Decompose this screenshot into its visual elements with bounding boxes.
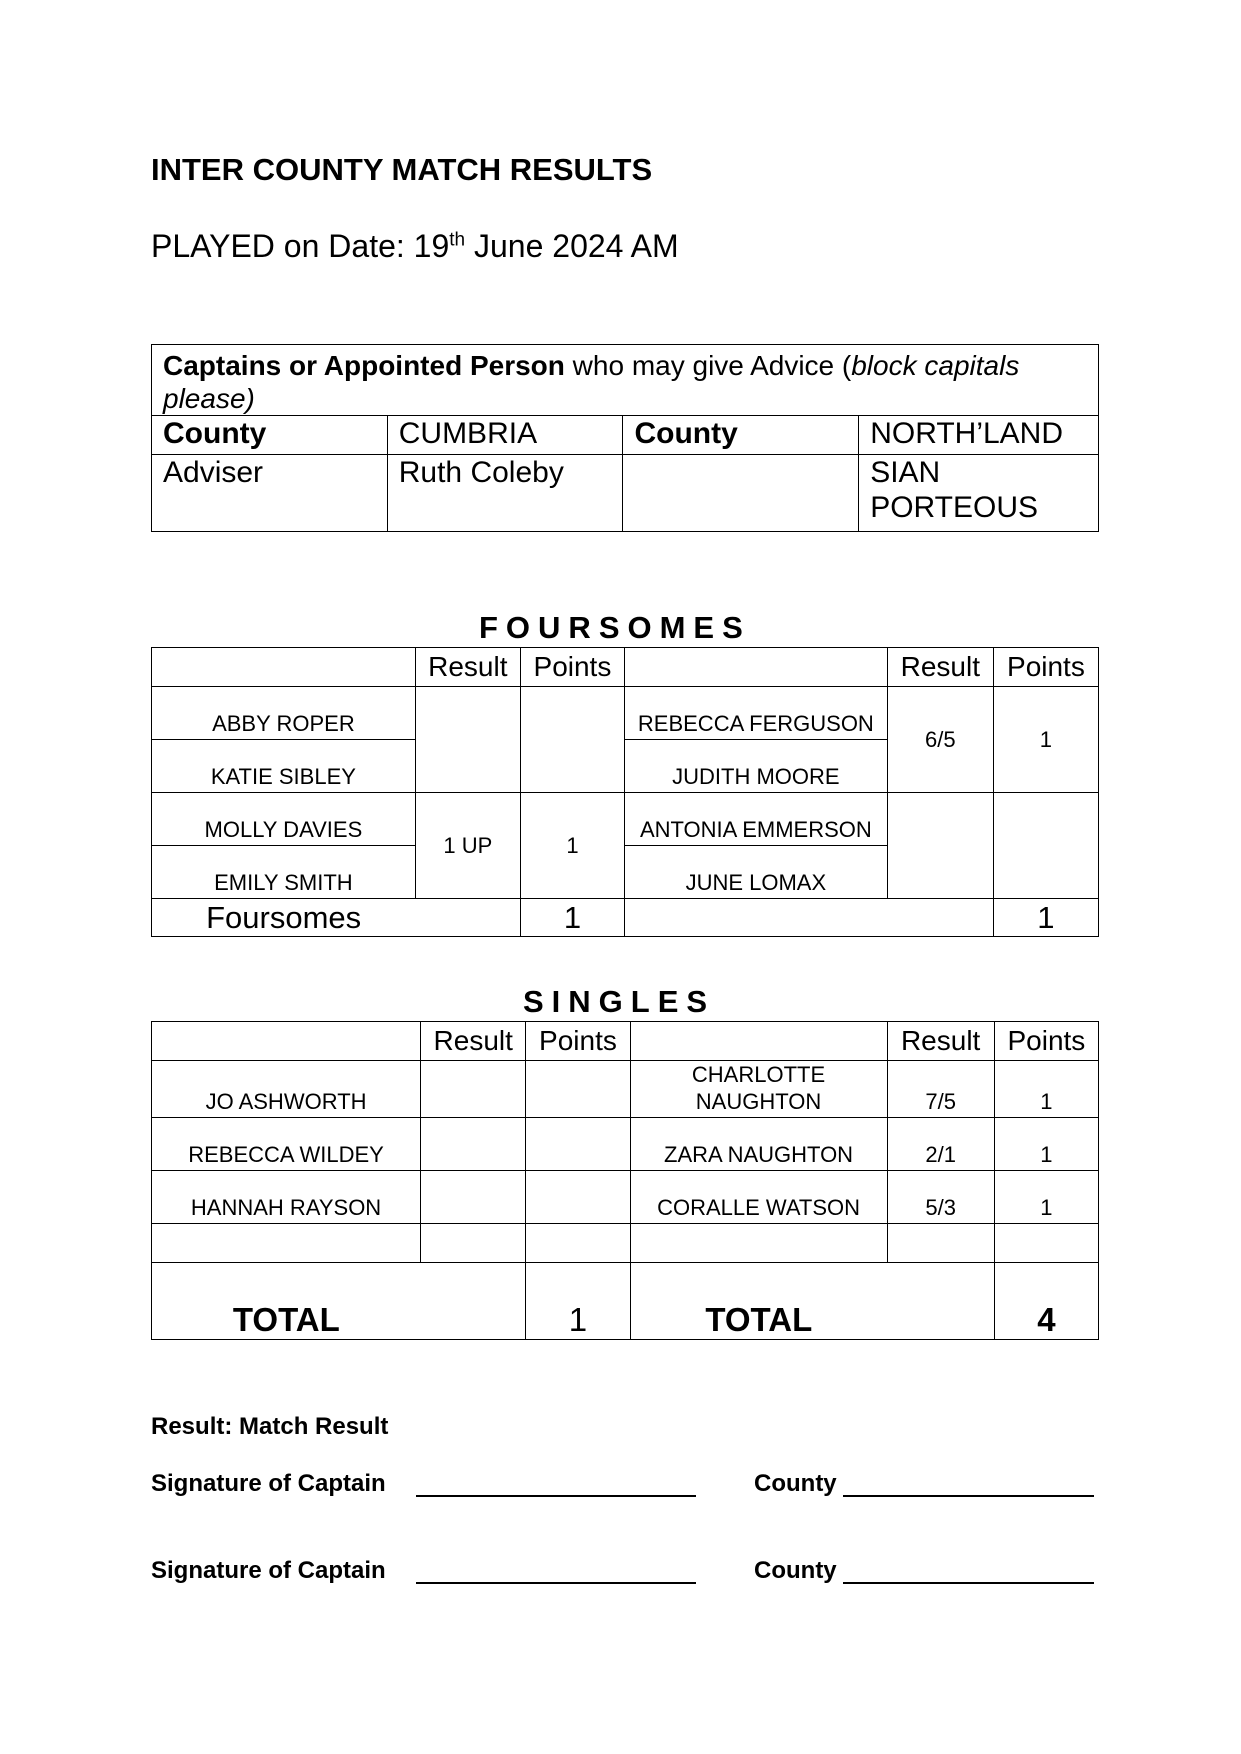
- header-points: Points: [526, 1022, 630, 1061]
- player-name: HANNAH RAYSON: [152, 1171, 421, 1224]
- table-row-empty: [152, 1224, 1099, 1263]
- table-row: [152, 1171, 1099, 1224]
- player-name: CORALLE WATSON: [630, 1171, 887, 1224]
- total-value-left: 1: [526, 1263, 630, 1340]
- player-name: CHARLOTTE NAUGHTON: [630, 1061, 887, 1118]
- player-name: JUNE LOMAX: [624, 846, 887, 899]
- header-result: Result: [415, 648, 520, 687]
- result-cell: 2/1: [887, 1118, 994, 1171]
- county-label-2: County: [754, 1557, 837, 1584]
- county-line-1[interactable]: [843, 1475, 1094, 1497]
- signature-line-1[interactable]: [416, 1475, 696, 1497]
- header-result: Result: [887, 648, 993, 687]
- header-blank: [624, 648, 887, 687]
- foursomes-table: [151, 647, 1099, 937]
- total-label-left: TOTAL: [152, 1263, 421, 1340]
- points-cell: [526, 1118, 630, 1171]
- empty-cell: [415, 899, 520, 937]
- points-cell: [993, 793, 1098, 899]
- points-cell: [520, 687, 624, 793]
- points-cell: 1: [994, 1061, 1098, 1118]
- player-name: JO ASHWORTH: [152, 1061, 421, 1118]
- empty-cell: [526, 1224, 630, 1263]
- adviser-value-1: Ruth Coleby: [387, 455, 623, 532]
- empty-cell: [421, 1224, 526, 1263]
- result-cell: [415, 687, 520, 793]
- header-points: Points: [520, 648, 624, 687]
- signature-label-2: Signature of Captain: [151, 1557, 386, 1584]
- county-label-2: County: [623, 416, 859, 455]
- county-label-1: County: [152, 416, 388, 455]
- adviser-value-2: SIAN PORTEOUS: [859, 455, 1099, 532]
- singles-table: [151, 1021, 1099, 1340]
- player-name: JUDITH MOORE: [624, 740, 887, 793]
- adviser-label: Adviser: [152, 455, 388, 532]
- total-label-right: TOTAL: [630, 1263, 887, 1340]
- foursomes-title: FOURSOMES: [479, 610, 751, 645]
- foursomes-total-left: 1: [520, 899, 624, 937]
- singles-header-row: [152, 1022, 1099, 1061]
- header-blank: [152, 648, 416, 687]
- foursomes-header-row: [152, 648, 1099, 687]
- page-title: INTER COUNTY MATCH RESULTS: [151, 152, 653, 187]
- header-result: Result: [887, 1022, 994, 1061]
- header-blank: [152, 1022, 421, 1061]
- points-cell: [526, 1171, 630, 1224]
- foursomes-total-row: [152, 899, 1099, 937]
- played-date: [151, 228, 679, 265]
- signature-line-2[interactable]: [416, 1562, 696, 1584]
- played-date-prefix: PLAYED on Date: 19: [151, 228, 450, 264]
- result-cell: 1 UP: [415, 793, 520, 899]
- singles-title: SINGLES: [523, 984, 716, 1019]
- county-line-2[interactable]: [843, 1562, 1094, 1584]
- header-blank: [630, 1022, 887, 1061]
- captains-intro: [152, 345, 1099, 416]
- empty-cell: [421, 1263, 526, 1340]
- county-value-1: CUMBRIA: [387, 416, 623, 455]
- result-cell: 6/5: [887, 687, 993, 793]
- header-points: Points: [994, 1022, 1098, 1061]
- signature-label-1: Signature of Captain: [151, 1470, 386, 1497]
- points-cell: 1: [994, 1118, 1098, 1171]
- player-name: REBECCA WILDEY: [152, 1118, 421, 1171]
- county-value-2: NORTH’LAND: [859, 416, 1099, 455]
- foursomes-total-right: 1: [993, 899, 1098, 937]
- captains-intro-rest: who may give Advice (: [564, 350, 852, 381]
- foursomes-total-label: Foursomes: [152, 899, 416, 937]
- points-cell: 1: [993, 687, 1098, 793]
- empty-cell: [624, 899, 887, 937]
- county-label-1: County: [754, 1470, 837, 1497]
- result-cell: [421, 1118, 526, 1171]
- table-row: [152, 793, 1099, 846]
- player-name: REBECCA FERGUSON: [624, 687, 887, 740]
- table-row: [152, 687, 1099, 740]
- captains-intro-bold: Captains or Appointed Person: [163, 350, 565, 381]
- total-value-right: 4: [994, 1263, 1098, 1340]
- singles-total-row: [152, 1263, 1099, 1340]
- player-name: ANTONIA EMMERSON: [624, 793, 887, 846]
- player-name: ABBY ROPER: [152, 687, 416, 740]
- empty-cell: [152, 1224, 421, 1263]
- played-date-suffix-sup: th: [449, 229, 466, 251]
- table-row: [152, 1061, 1099, 1118]
- empty-cell: [630, 1224, 887, 1263]
- empty-cell: [887, 1263, 994, 1340]
- captains-intro-italic: block capitals please): [163, 350, 1020, 414]
- result-cell: [887, 793, 993, 899]
- points-cell: 1: [994, 1171, 1098, 1224]
- points-cell: [526, 1061, 630, 1118]
- result-cell: [421, 1061, 526, 1118]
- player-name: ZARA NAUGHTON: [630, 1118, 887, 1171]
- empty-cell: [887, 899, 993, 937]
- table-row: [152, 1118, 1099, 1171]
- adviser-empty: [623, 455, 859, 532]
- player-name: EMILY SMITH: [152, 846, 416, 899]
- header-result: Result: [421, 1022, 526, 1061]
- match-result-line: Result: Match Result: [151, 1413, 389, 1440]
- played-date-rest: June 2024 AM: [465, 228, 679, 264]
- empty-cell: [887, 1224, 994, 1263]
- result-cell: 7/5: [887, 1061, 994, 1118]
- empty-cell: [994, 1224, 1098, 1263]
- captains-table: [151, 344, 1099, 532]
- result-cell: [421, 1171, 526, 1224]
- points-cell: 1: [520, 793, 624, 899]
- player-name: MOLLY DAVIES: [152, 793, 416, 846]
- header-points: Points: [993, 648, 1098, 687]
- player-name: KATIE SIBLEY: [152, 740, 416, 793]
- result-cell: 5/3: [887, 1171, 994, 1224]
